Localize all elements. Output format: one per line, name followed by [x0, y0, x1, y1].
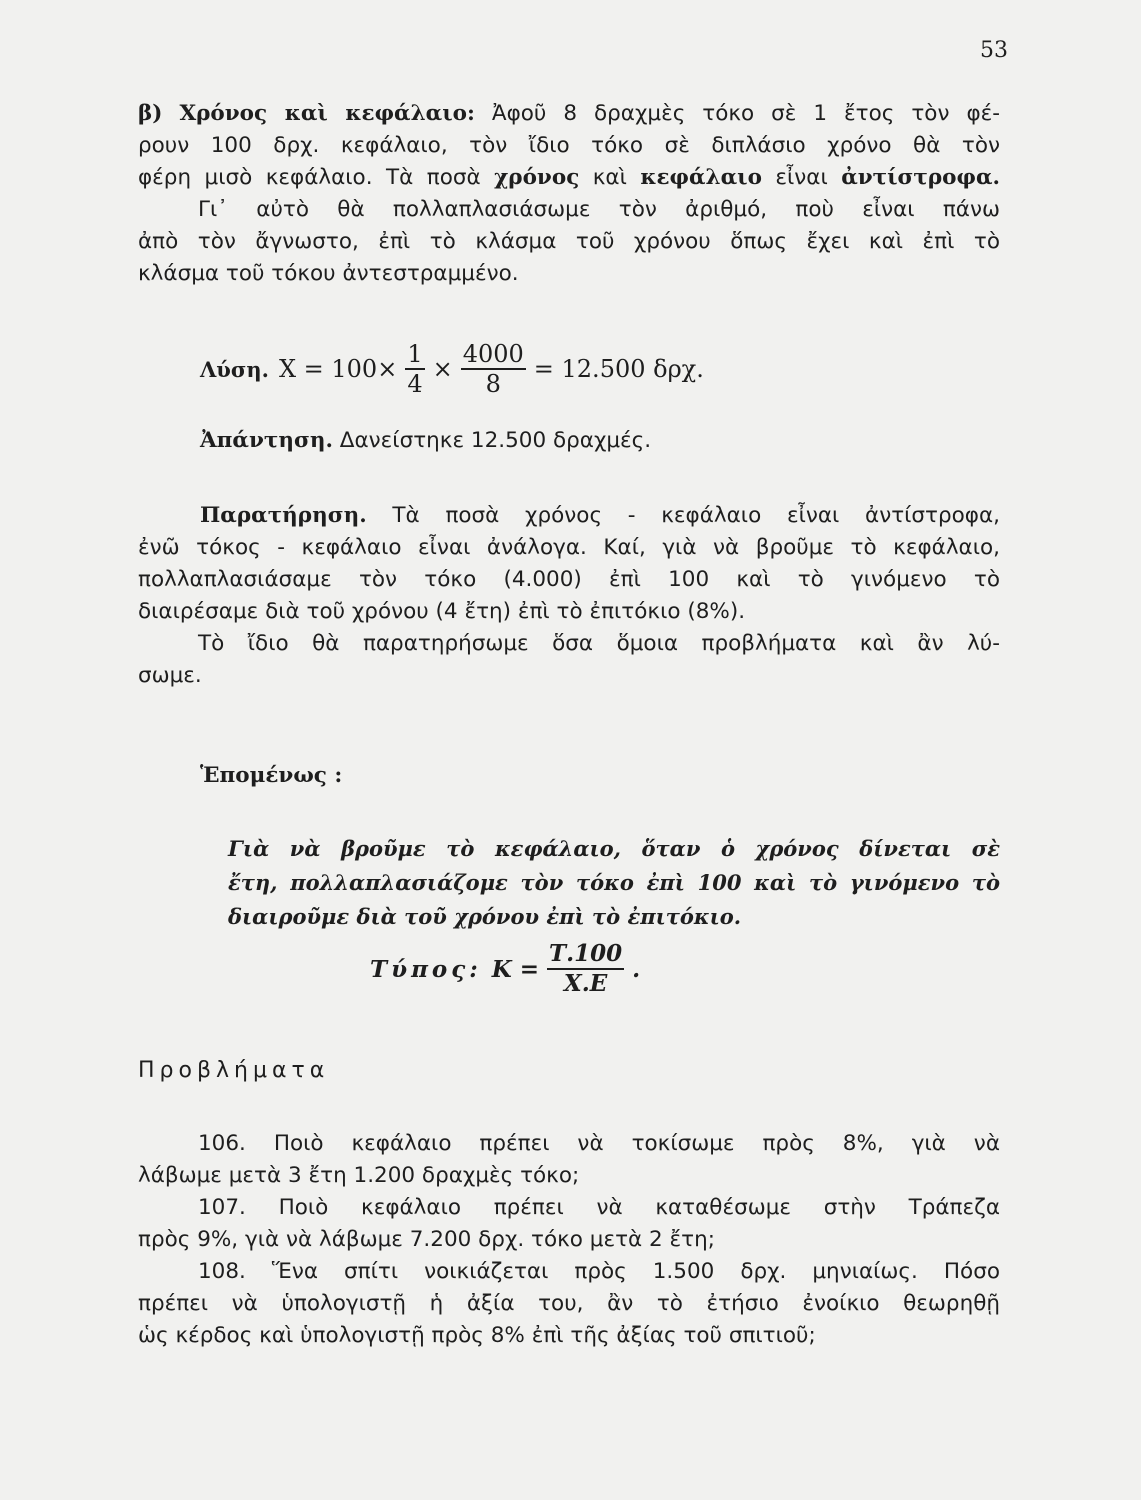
- solution-rhs: = 12.500 δρχ.: [533, 355, 704, 383]
- remark-line-3: πολλαπλασιάσαμε τὸν τόκο (4.000) ἐπὶ 100 καὶ τὸ γινόμενο τὸ: [138, 567, 1000, 592]
- therefore-heading: Ἑπομένως :: [200, 763, 343, 788]
- type-label: Τύπος:: [370, 955, 482, 983]
- section-b-line-1: β) Χρόνος καὶ κεφάλαιο: Ἀφοῦ 8 δραχμὲς τόκο σὲ 1 ἔτος τὸν φέ-: [138, 101, 1001, 126]
- remark-line-4: διαιρέσαμε διὰ τοῦ χρόνου (4 ἔτη) ἐπὶ τὸ ἐπιτόκιο (8%).: [138, 599, 746, 624]
- fraction-time: $\frac{1}{4}$: [407, 340, 423, 398]
- rule-line-3: διαιροῦμε διὰ τοῦ χρόνου ἐπὶ τὸ ἐπιτόκιο.: [228, 904, 742, 929]
- section-b-line-3: φέρη μισὸ κεφάλαιο. Τὰ ποσὰ χρόνος καὶ κεφάλαιο εἶναι ἀντίστροφα.: [138, 165, 1000, 190]
- problem-108-line-2: πρέπει νὰ ὑπολογιστῇ ἡ ἀξία του, ἂν τὸ ἐτήσιο ἐνοίκιο θεωρηθῇ: [138, 1291, 1000, 1316]
- page-number: 53: [980, 38, 1008, 63]
- type-formula: Τύπος: Κ = $\frac{T.100}{X.E}$ .: [370, 940, 641, 997]
- remark-line-5: Τὸ ἴδιο θὰ παρατηρήσωμε ὅσα ὅμοια προβλήματα καὶ ἂν λύ-: [198, 631, 1000, 656]
- section-b-line-2: ρουν 100 δρχ. κεφάλαιο, τὸν ἴδιο τόκο σὲ διπλάσιο χρόνο θὰ τὸν: [138, 133, 1000, 158]
- problem-108-line-3: ὡς κέρδος καὶ ὑπολογιστῇ πρὸς 8% ἐπὶ τῆς ἀξίας τοῦ σπιτιοῦ;: [138, 1323, 816, 1348]
- remark-paragraph: [138, 500, 1000, 692]
- problem-106-line-1: 106. Ποιὸ κεφάλαιο πρέπει νὰ τοκίσωμε πρὸς 8%, γιὰ νὰ: [198, 1131, 1000, 1156]
- section-b-title: Χρόνος καὶ κεφάλαιο:: [179, 101, 475, 126]
- remark-label: Παρατήρηση.: [200, 503, 367, 528]
- rule-paragraph: [228, 832, 1000, 934]
- problems-list: [138, 1128, 1000, 1352]
- remark-line-2: ἐνῶ τόκος - κεφάλαιο εἶναι ἀνάλογα. Καί, γιὰ νὰ βροῦμε τὸ κεφάλαιο,: [138, 535, 1000, 560]
- answer-paragraph: [138, 425, 1000, 457]
- section-b-line-6: κλάσμα τοῦ τόκου ἀντεστραμμένο.: [138, 261, 519, 286]
- type-fraction: $\frac{T.100}{X.E}$: [549, 940, 623, 997]
- answer-label: Ἀπάντηση.: [200, 428, 333, 453]
- solution-lhs: Χ = 100×: [278, 355, 398, 383]
- problem-107-line-2: πρὸς 9%, γιὰ νὰ λάβωμε 7.200 δρχ. τόκο μετὰ 2 ἔτη;: [138, 1227, 715, 1252]
- type-lhs: Κ =: [491, 955, 540, 983]
- problem-108-line-1: 108. Ἕνα σπίτι νοικιάζεται πρὸς 1.500 δρχ. μηνιαίως. Πόσο: [198, 1259, 1000, 1284]
- solution-formula: Λύση. Χ = 100× $\frac{1}{4}$ × $\frac{4000}{8}$ = 12.500 δρχ.: [200, 340, 704, 398]
- rule-line-2: ἔτη, πολλαπλασιάζομε τὸν τόκο ἐπὶ 100 καὶ τὸ γινόμενο τὸ: [228, 870, 1000, 895]
- answer-text: Δανείστηκε 12.500 δραχμές.: [339, 428, 652, 453]
- rule-line-1: Γιὰ νὰ βροῦμε τὸ κεφάλαιο, ὅταν ὁ χρόνος δίνεται σὲ: [228, 836, 1000, 861]
- problem-107-line-1: 107. Ποιὸ κεφάλαιο πρέπει νὰ καταθέσωμε στὴν Τράπεζα: [198, 1195, 1000, 1220]
- fraction-interest: $\frac{4000}{8}$: [462, 340, 524, 398]
- remark-line-1: Παρατήρηση. Τὰ ποσὰ χρόνος - κεφάλαιο εἶναι ἀντίστροφα,: [200, 503, 1000, 528]
- problem-106-line-2: λάβωμε μετὰ 3 ἔτη 1.200 δραχμὲς τόκο;: [138, 1163, 580, 1188]
- problems-heading: Προβλήματα: [138, 1058, 330, 1083]
- section-b-label: β): [138, 101, 163, 126]
- section-b-paragraph: [138, 98, 1000, 290]
- remark-line-6: σωμε.: [138, 663, 202, 688]
- section-b-line-5: ἀπὸ τὸν ἄγνωστο, ἐπὶ τὸ κλάσμα τοῦ χρόνου ὅπως ἔχει καὶ ἐπὶ τὸ: [138, 229, 1000, 254]
- section-b-line-4: Γι᾽ αὐτὸ θὰ πολλαπλασιάσωμε τὸν ἀριθμό, ποὺ εἶναι πάνω: [198, 197, 1000, 222]
- solution-label: Λύση.: [200, 356, 269, 382]
